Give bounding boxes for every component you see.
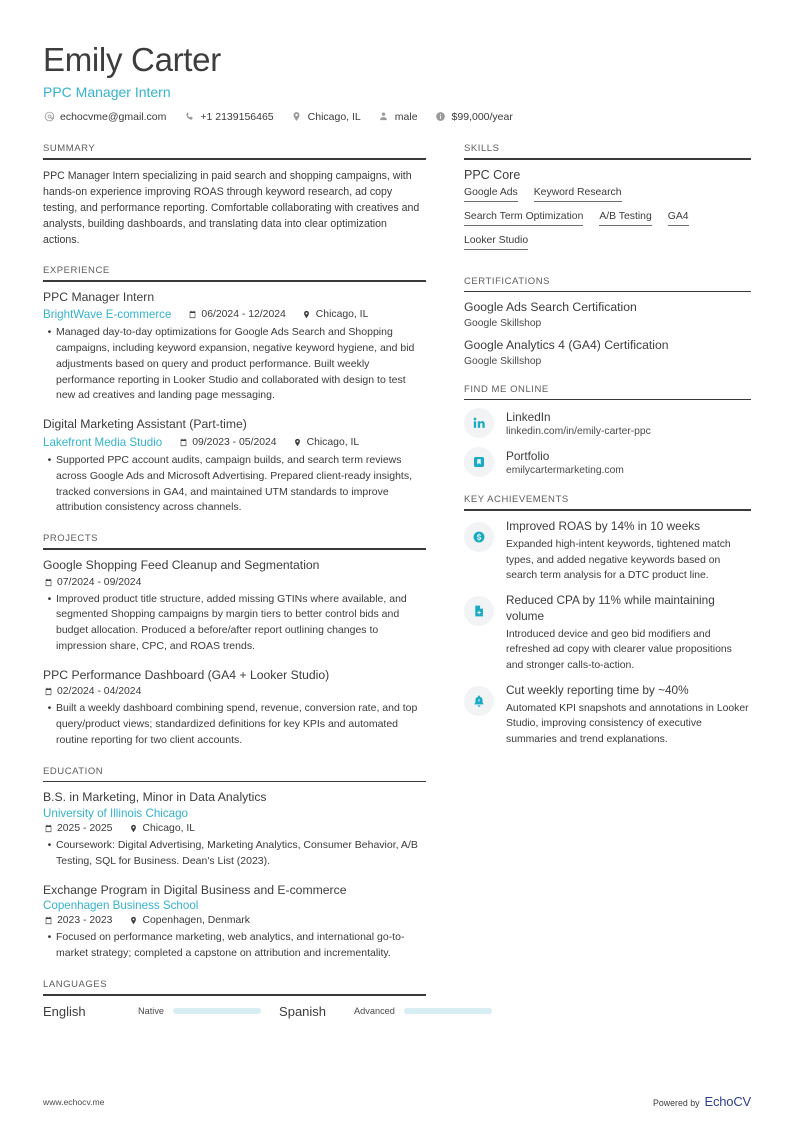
education-institution: Copenhagen Business School [43,899,199,913]
location-icon [291,111,303,123]
skill-tag: Keyword Research [534,187,622,202]
bullet-item [43,930,426,962]
languages-row [43,1004,426,1019]
achievement-item [464,683,751,747]
experience-item [43,290,426,405]
education-bullets [43,838,426,870]
section-summary-heading: SUMMARY [43,142,96,154]
location-icon [293,438,303,448]
experience-bullets [43,325,426,404]
footer-website[interactable]: www.echocv.me [43,1096,105,1107]
project-item [43,558,426,655]
footer-powered-by-label: Powered by [653,1098,700,1108]
project-title: PPC Performance Dashboard (GA4 + Looker Studio) [43,667,330,682]
achievement-title: Improved ROAS by 14% in 10 weeks [506,519,701,534]
person-icon [378,111,390,123]
section-find-me-online [464,384,751,478]
education-item [43,790,426,869]
contact-row [43,111,751,123]
certification-name: Google Analytics 4 (GA4) Certification [464,338,669,352]
education-degree: Exchange Program in Digital Business and E-commerce [43,882,347,897]
achievement-description: Automated KPI snapshots and annotations in Looker Studio, improving consistency of executive summaries and trend explanations. [506,703,749,745]
language-item [279,1004,492,1019]
bullet-text: Improved product title structure, added missing GTINs where available, and segmented Shopping campaigns by margin tiers to better control bids and budget allocation. Produced a before/after report outlining changes to impression share, CPC, and ROAS trends. [56,592,407,652]
certification-name: Google Ads Search Certification [464,300,637,315]
education-dates [43,915,112,926]
contact-gender-value: male [394,110,418,123]
education-dates-value: 2023 - 2023 [57,915,113,927]
bookmark-icon [464,447,494,477]
experience-organization: Lakefront Media Studio [43,436,163,450]
calendar-icon [187,310,197,320]
project-dates-value: 02/2024 - 04/2024 [57,686,142,698]
language-level: Advanced [354,1006,395,1017]
experience-meta [43,436,426,449]
calendar-icon [43,824,53,834]
document-plus-icon [464,596,494,626]
experience-dates [178,437,276,448]
contact-salary-value: $99,000/year [451,110,513,123]
bullet-text: Supported PPC account audits, campaign builds, and search term reviews across Google Ads and Microsoft Advertising. Prepared client-ready insights, tracked conversions in GA4, and maintained UTM standards to improve attribution consistency across channels. [56,454,413,514]
experience-meta [43,308,426,321]
experience-organization: BrightWave E-commerce [43,308,172,322]
experience-location-value: Chicago, IL [306,437,360,449]
experience-location-value: Chicago, IL [315,309,369,321]
bullet-dot: • [47,326,52,339]
calendar-icon [43,916,53,926]
skill-group-name: PPC Core [464,167,521,182]
location-icon [128,824,138,834]
skill-tag-list [464,187,751,259]
achievement-body [506,519,751,583]
contact-phone [183,111,273,123]
education-dates [43,823,112,834]
section-divider [464,291,751,293]
certification-item [464,338,751,367]
calendar-icon [43,687,53,697]
section-education [43,766,426,962]
section-certifications [464,276,751,367]
section-divider [43,548,426,550]
project-meta [43,686,426,697]
footer-branding [653,1094,751,1109]
info-icon [435,111,447,123]
education-meta [43,915,426,926]
online-link-item[interactable] [464,447,751,477]
location-icon [302,310,312,320]
language-proficiency-bar [404,1008,492,1014]
calendar-icon [178,438,188,448]
online-link-url[interactable]: linkedin.com/in/emily-carter-ppc [506,426,651,438]
bullet-text: Built a weekly dashboard combining spend, revenue, conversion rate, and top query/product views; standardized definitions for key KPIs and automated routine reporting for two client accounts. [56,702,418,746]
email-icon [43,111,55,123]
language-proficiency-bar [173,1008,261,1014]
bell-icon [464,686,494,716]
bullet-item [43,592,426,655]
experience-dates-value: 09/2023 - 05/2024 [192,437,277,449]
bullet-item [43,838,426,870]
project-meta [43,577,426,588]
contact-location [291,111,361,123]
online-link-item[interactable] [464,408,751,438]
education-location [128,823,195,834]
footer-brand-name: EchoCV [704,1094,751,1109]
project-title: Google Shopping Feed Cleanup and Segmentation [43,557,320,572]
certification-issuer: Google Skillshop [464,318,542,329]
skill-tag: A/B Testing [599,211,651,226]
section-divider [43,158,426,160]
project-item [43,668,426,749]
section-certifications-heading: CERTIFICATIONS [464,275,550,287]
bullet-item [43,701,426,748]
section-summary [43,143,426,248]
resume-body [43,143,751,1036]
bullet-dot: • [47,931,52,944]
skill-tag: Google Ads [464,187,518,202]
contact-gender [378,111,418,123]
online-link-url[interactable]: emilycartermarketing.com [506,465,624,477]
achievement-title: Reduced CPA by 11% while maintaining volume [506,593,715,623]
left-column [43,143,436,1036]
section-skills-heading: SKILLS [464,142,500,154]
section-find-me-online-heading: FIND ME ONLINE [464,383,549,395]
section-education-heading: EDUCATION [43,765,104,777]
achievement-title: Cut weekly reporting time by ~40% [506,682,689,697]
language-item [43,1004,261,1019]
bullet-dot: • [47,702,52,715]
phone-icon [183,111,195,123]
education-location-value: Chicago, IL [142,823,196,835]
achievement-body [506,683,751,747]
achievement-item [464,593,751,673]
page-footer [43,1094,751,1109]
section-skills [464,143,751,259]
bullet-text: Coursework: Digital Advertising, Marketing Analytics, Consumer Behavior, A/B Testing, SQL for Business. Dean's List (2023). [56,839,418,867]
education-location-value: Copenhagen, Denmark [142,915,250,927]
project-dates [43,577,141,588]
section-divider [464,509,751,511]
skill-tag: Search Term Optimization [464,211,583,226]
online-link-body [506,410,751,438]
experience-title: Digital Marketing Assistant (Part-time) [43,417,247,432]
achievement-description: Expanded high-intent keywords, tightened match types, and added negative keywords based on search term analysis for a DTC product line. [506,539,731,581]
skill-tag: GA4 [668,211,689,226]
section-divider [43,280,426,282]
contact-phone-value: +1 2139156465 [200,110,274,123]
candidate-name: Emily Carter [43,41,221,78]
language-name: Spanish [279,1003,327,1019]
section-divider [43,994,426,996]
education-location [128,915,249,926]
language-name: English [43,1003,86,1019]
location-icon [128,916,138,926]
experience-dates-value: 06/2024 - 12/2024 [201,309,286,321]
section-projects-heading: PROJECTS [43,533,99,545]
calendar-icon [43,577,53,587]
certification-issuer: Google Skillshop [464,355,542,367]
project-dates-value: 07/2024 - 09/2024 [57,576,142,588]
experience-bullets [43,453,426,516]
contact-location-value: Chicago, IL [307,110,361,123]
education-institution: University of Illinois Chicago [43,807,188,821]
linkedin-icon [464,408,494,438]
bullet-text: Focused on performance marketing, web analytics, and international go-to-market strategy; completed a capstone on attribution and incrementality. [56,931,405,960]
project-dates [43,686,141,697]
experience-dates [187,309,285,320]
achievement-description: Introduced device and geo bid modifiers and refreshed ad copy with clearer value propositions and stronger calls-to-action. [506,628,732,671]
achievement-item [464,519,751,583]
section-key-achievements-heading: KEY ACHIEVEMENTS [464,494,569,506]
project-bullets [43,701,426,748]
resume-header [43,42,751,123]
section-experience [43,265,426,516]
section-languages-heading: LANGUAGES [43,978,108,990]
experience-location [293,437,360,448]
section-divider [464,399,751,401]
contact-salary [435,111,513,123]
experience-location [302,309,369,320]
education-bullets [43,930,426,962]
achievement-body [506,593,751,673]
right-column [464,143,751,764]
certification-item [464,300,751,329]
summary-text: PPC Manager Intern specializing in paid search and shopping campaigns, with hands-on experience improving ROAS through keyword research, ad copy testing, and performance reporting. Comfortable collaborating with creatives and analysts, building dashboards, and translating data into clear optimization actions. [43,169,420,246]
bullet-dot: • [47,592,52,605]
section-languages [43,979,426,1019]
candidate-job-title: PPC Manager Intern [43,83,171,100]
section-divider [464,158,751,160]
education-meta [43,823,426,834]
contact-email-value: echocvme@gmail.com [60,110,167,123]
section-projects [43,533,426,749]
bullet-dot: • [47,454,52,467]
online-link-body [506,449,751,477]
experience-item [43,417,426,516]
dollar-circle-icon [464,522,494,552]
education-item [43,883,426,962]
contact-email [43,111,166,123]
experience-title: PPC Manager Intern [43,289,155,304]
project-bullets [43,592,426,655]
section-divider [43,781,426,783]
skill-tag: Looker Studio [464,235,528,250]
bullet-text: Managed day-to-day optimizations for Google Ads Search and Shopping campaigns, including keyword expansion, negative keyword hygiene, and bid adjustments based on query and product performance. Built weekly performance reporting in Looker Studio and collaborated with design to test new ad creatives and landing page messaging. [56,326,415,402]
section-experience-heading: EXPERIENCE [43,265,110,277]
online-link-label: Portfolio [506,448,550,463]
language-level: Native [138,1006,165,1017]
bullet-item [43,453,426,516]
online-link-label: LinkedIn [506,409,551,424]
education-dates-value: 2025 - 2025 [57,823,113,835]
education-degree: B.S. in Marketing, Minor in Data Analytics [43,790,267,805]
bullet-dot: • [47,839,52,852]
section-key-achievements [464,494,751,747]
bullet-item [43,325,426,404]
